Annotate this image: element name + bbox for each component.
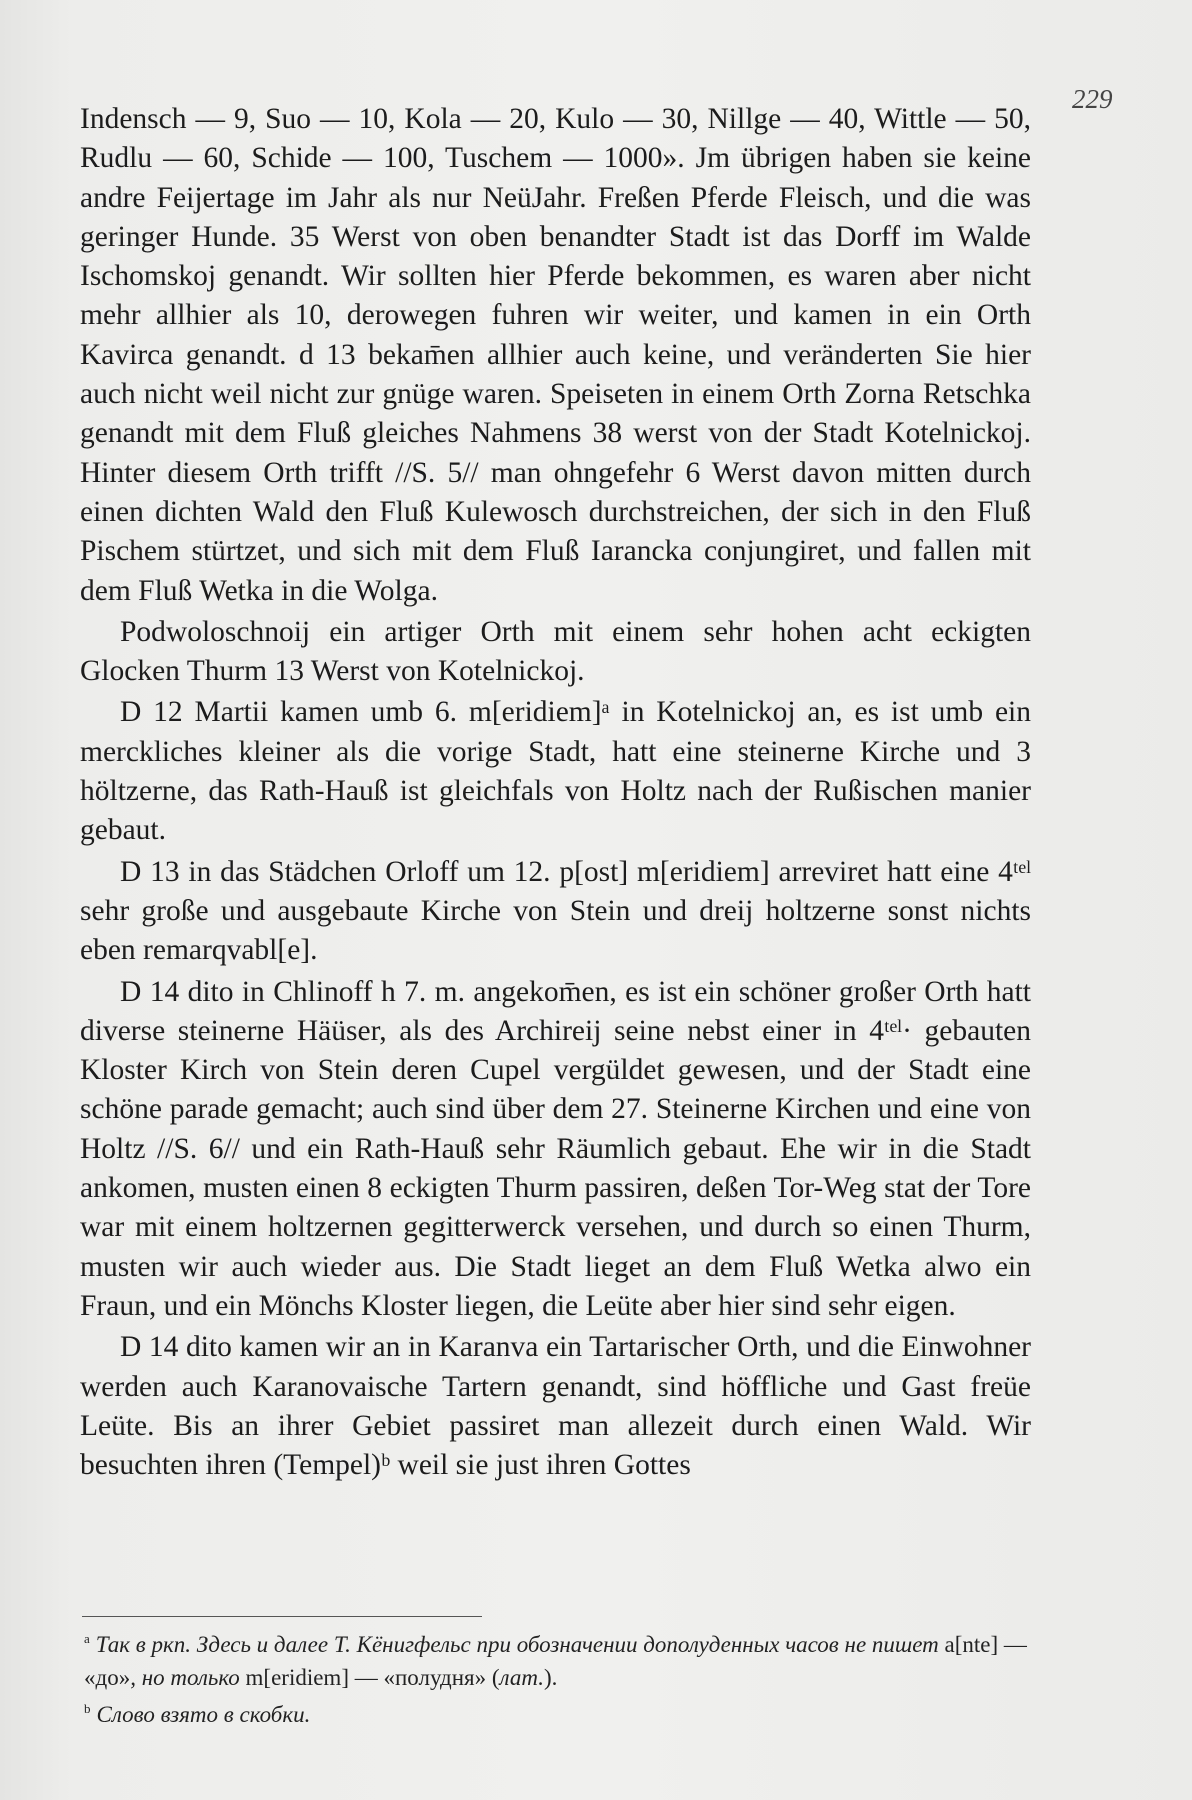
footnote-mark: a [84, 1631, 90, 1646]
main-text [80, 100, 1031, 1487]
footnotes [84, 1628, 1029, 1735]
paragraph-4: D 13 in das Städchen Orloff um 12. p[ost] m[eridiem] arreviret hatt eine 4ᵗᵉˡ sehr große und ausgebaute Kirche von Stein und dreij holtzerne sonst nichts eben remarqvabl[e]. [80, 855, 1031, 967]
page-number: 229 [1072, 84, 1113, 114]
footnote-text: m[eridiem] — «полудня» ( [245, 1665, 500, 1690]
footnote-text: , но только [130, 1665, 246, 1690]
footnote-b [84, 1698, 1029, 1731]
footnote-mark: b [84, 1701, 91, 1716]
paragraph-5: D 14 dito in Chlinoff h 7. m. angekom̄en, es ist ein schöner großer Orth hatt diverse steinerne Häüser, als des Archireij seine nebst einer in 4ᵗᵉˡ· gebauten Kloster Kirch von Stein deren Cupel vergüldet gewesen, und der Stadt eine schöne parade gemacht; auch sind über dem 27. Steinerne Kirchen und eine von Holtz //S. 6// und ein Rath-Hauß sehr Räumlich gebaut. Ehe wir in die Stadt ankomen, musten einen 8 eckigten Thurm passiren, deßen Tor-Weg stat der Tore war mit einem holtzernen gegitterwerck versehen, und durch so einen Thurm, musten wir auch wieder aus. Die Stadt lieget an dem Fluß Wetka alwo ein Fraun, und ein Mönchs Kloster liegen, die Leüte aber hier sind sehr eigen. [80, 975, 1031, 1322]
footnote-text: a[nte] — «до» [84, 1632, 1027, 1690]
paragraph-1: Indensch — 9, Suo — 10, Kola — 20, Kulo — 30, Nillge — 40, Wittle — 50, Rudlu — 60, Schide — 100, Tuschem — 1000». Jm übrigen haben sie keine andre Feijertage im Jahr als nur NeüJahr. Freßen Pferde Fleisch, und die was geringer Hunde. 35 Werst von oben benandter Stadt ist das Dorff im Walde Ischomskoj genandt. Wir sollten hier Pferde bekommen, es waren aber nicht mehr allhier als 10, derowegen fuhren wir weiter, und kamen in ein Orth Kavirca genandt. d 13 bekam̄en allhier auch keine, und veränderten Sie hier auch nicht weil nicht zur gnüge waren. Speiseten in einem Orth Zorna Retschka genandt mit dem Fluß gleiches Nahmens 38 werst von der Stadt Kotelnickoj. Hinter diesem Orth trifft //S. 5// man ohngefehr 6 Werst davon mitten durch einen dichten Wald den Fluß Kulewosch durchstreichen, der sich in den Fluß Pischem stürtzet, und sich mit dem Fluß Iarancka conjungiret, und fallen mit dem Fluß Wetka in die Wolga. [80, 103, 1031, 607]
footnote-separator [82, 1616, 482, 1617]
footnote-text: Так в ркп. Здесь и далее Т. Кёнигфельс при обозначении дополуденных часов не пишет [95, 1632, 945, 1657]
footnote-text: Слово взято в скобки. [96, 1702, 311, 1727]
footnote-a [84, 1628, 1029, 1694]
footnote-text: лат. [499, 1665, 544, 1690]
footnote-text: ). [543, 1665, 558, 1690]
paragraph-2: Podwoloschnoij ein artiger Orth mit einem sehr hohen acht eckigten Glocken Thurm 13 Werst von Kotelnickoj. [80, 615, 1031, 688]
paragraph-6: D 14 dito kamen wir an in Karanva ein Tartarischer Orth, und die Einwohner werden auch Karanovaische Tartern genandt, sind höffliche und Gast freüe Leüte. Bis an ihrer Gebiet passiret man allezeit durch einen Wald. Wir besuchten ihren (Tempel)ᵇ weil sie just ihren Gottes [80, 1331, 1031, 1482]
paragraph-3: D 12 Martii kamen umb 6. m[eridiem]ᵃ in Kotelnickoj an, es ist umb ein merckliches kleiner als die vorige Stadt, hatt eine steinerne Kirche und 3 höltzerne, das Rath-Hauß ist gleichfals von Holtz nach der Rußischen manier gebaut. [80, 696, 1031, 847]
